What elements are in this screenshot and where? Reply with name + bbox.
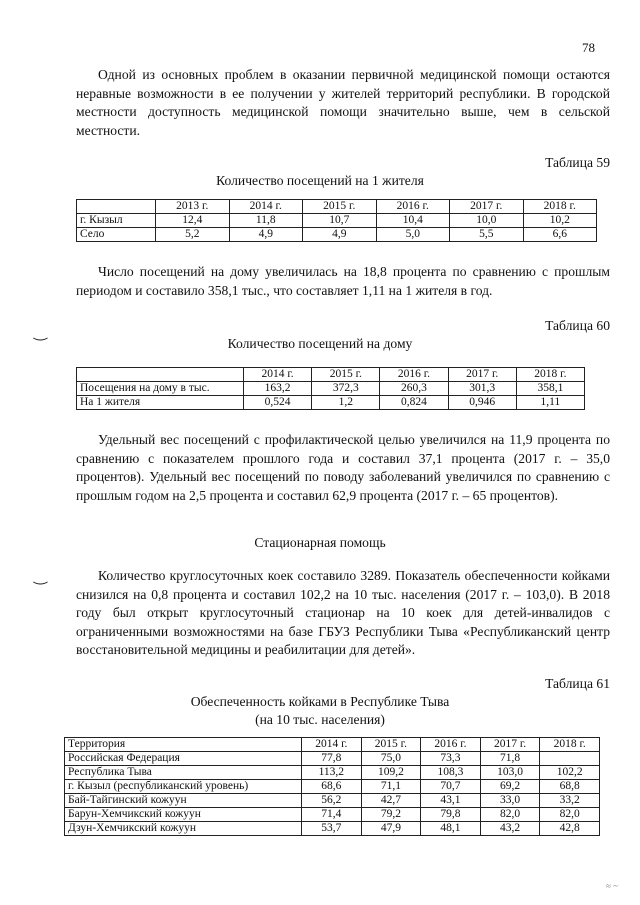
table-header-cell: 2013 г. [156, 200, 230, 214]
table-60-title: Количество посещений на дому [227, 336, 413, 351]
table-header-cell: 2014 г. [302, 738, 362, 752]
table-60 [76, 367, 585, 410]
table-row [77, 396, 585, 410]
table-cell: 82,0 [540, 808, 600, 822]
table-row [65, 752, 600, 766]
table-cell: 10,4 [376, 214, 450, 228]
table-cell: 109,2 [361, 766, 421, 780]
table-cell: 103,0 [480, 766, 540, 780]
table-cell: 0,524 [244, 396, 312, 410]
table-cell: Российская Федерация [65, 752, 302, 766]
table-cell: 47,9 [361, 822, 421, 836]
table-header-cell: 2015 г. [312, 368, 380, 382]
table-cell: 68,6 [302, 780, 362, 794]
table-cell: 10,0 [450, 214, 524, 228]
table-cell: 10,2 [523, 214, 597, 228]
table-cell: 163,2 [244, 382, 312, 396]
table-header-cell: 2018 г. [540, 738, 600, 752]
table-cell: Дзун-Хемчикский кожуун [65, 822, 302, 836]
table-cell: Бай-Тайгинский кожуун [65, 794, 302, 808]
table-cell: 73,3 [421, 752, 481, 766]
table-59 [76, 199, 597, 242]
table-61-label: Таблица 61 [545, 676, 610, 691]
table-cell: 71,1 [361, 780, 421, 794]
table-header-cell [77, 200, 156, 214]
table-61-title: Обеспеченность койками в Республике Тыва [190, 694, 450, 709]
table-cell: 5,5 [450, 228, 524, 242]
table-cell: 79,8 [421, 808, 481, 822]
table-header-cell: 2015 г. [361, 738, 421, 752]
table-cell: 70,7 [421, 780, 481, 794]
table-cell: 33,2 [540, 794, 600, 808]
table-cell: 53,7 [302, 822, 362, 836]
section-heading: Стационарная помощь [254, 535, 386, 550]
table-cell: 68,8 [540, 780, 600, 794]
table-cell: 113,2 [302, 766, 362, 780]
table-cell: 10,7 [303, 214, 377, 228]
table-row [65, 808, 600, 822]
table-cell: 77,8 [302, 752, 362, 766]
table-cell: 5,0 [376, 228, 450, 242]
table-cell: 43,1 [421, 794, 481, 808]
table-header-row [77, 200, 597, 214]
table-61-subtitle: (на 10 тыс. населения) [255, 712, 385, 727]
table-header-cell: 2017 г. [480, 738, 540, 752]
table-cell: 1,2 [312, 396, 380, 410]
table-header-cell: 2017 г. [450, 200, 524, 214]
table-header-row [65, 738, 600, 752]
margin-mark: ‿ [34, 568, 47, 585]
table-header-cell [77, 368, 244, 382]
table-cell: 56,2 [302, 794, 362, 808]
table-header-cell: 2014 г. [244, 368, 312, 382]
paragraph-hospital-beds: Количество круглосуточных коек составило 3289. Показатель обеспеченности койками снизился на 0,8 процента и составил 102,2 на 10 тыс. населения (2017 г. – 103,0). В 2018 году был открыт круглосуточный стационар на 10 коек для детей-инвалидов с ограниченными возможностями на базе ГБУЗ Республики Тыва «Республиканский центр восстановительной медицины и реабилитации для детей». [76, 568, 610, 658]
table-cell: 0,946 [448, 396, 516, 410]
table-cell: 6,6 [523, 228, 597, 242]
table-cell: 11,8 [229, 214, 303, 228]
table-cell: 71,8 [480, 752, 540, 766]
table-row [65, 780, 600, 794]
table-cell: 48,1 [421, 822, 481, 836]
table-row [77, 214, 597, 228]
table-cell [540, 752, 600, 766]
table-cell: 33,0 [480, 794, 540, 808]
table-cell: г. Кызыл [77, 214, 156, 228]
table-cell: 75,0 [361, 752, 421, 766]
paragraph-primary-care: Одной из основных проблем в оказании первичной медицинской помощи остаются неравные возможности в ее получении у жителей территорий республики. В городской местности доступность медицинской помощи значительно выше, чем в сельской местности. [76, 67, 610, 138]
table-cell: 42,8 [540, 822, 600, 836]
corner-mark: ≈ ~ [605, 881, 618, 891]
table-cell: 4,9 [303, 228, 377, 242]
table-cell: 79,2 [361, 808, 421, 822]
table-row [65, 766, 600, 780]
table-header-cell: 2018 г. [523, 200, 597, 214]
table-cell: 42,7 [361, 794, 421, 808]
table-59-title: Количество посещений на 1 жителя [216, 173, 424, 188]
table-cell: 71,4 [302, 808, 362, 822]
table-row [65, 794, 600, 808]
table-header-cell: 2016 г. [421, 738, 481, 752]
paragraph-home-visits: Число посещений на дому увеличилась на 18,8 процента по сравнению с прошлым периодом и составило 358,1 тыс., что составляет 1,11 на 1 жителя в год. [76, 264, 610, 298]
table-cell: 372,3 [312, 382, 380, 396]
table-cell: 1,11 [516, 396, 584, 410]
table-cell: 12,4 [156, 214, 230, 228]
table-60-label: Таблица 60 [545, 318, 610, 333]
table-header-cell: 2018 г. [516, 368, 584, 382]
page-number: 78 [582, 40, 595, 55]
table-row [65, 822, 600, 836]
table-cell: На 1 жителя [77, 396, 244, 410]
table-row [77, 228, 597, 242]
table-cell: 69,2 [480, 780, 540, 794]
table-cell: 82,0 [480, 808, 540, 822]
table-cell: г. Кызыл (республиканский уровень) [65, 780, 302, 794]
table-header-cell: 2017 г. [448, 368, 516, 382]
table-cell: 0,824 [380, 396, 448, 410]
table-cell: Республика Тыва [65, 766, 302, 780]
table-59-label: Таблица 59 [545, 155, 610, 170]
table-header-cell: 2015 г. [303, 200, 377, 214]
table-cell: Село [77, 228, 156, 242]
table-row [77, 382, 585, 396]
margin-mark: ‿ [34, 324, 47, 341]
table-cell: 5,2 [156, 228, 230, 242]
table-cell: 4,9 [229, 228, 303, 242]
table-cell: 43,2 [480, 822, 540, 836]
table-cell: 260,3 [380, 382, 448, 396]
table-cell: Барун-Хемчикский кожуун [65, 808, 302, 822]
table-header-row [77, 368, 585, 382]
paragraph-prevention: Удельный вес посещений с профилактической целью увеличился на 11,9 процента по сравнению с показателем прошлого года и составил 37,1 процента (2017 г. – 35,0 процентов). Удельный вес посещений по поводу заболеваний увеличился по сравнению с прошлым годом на 2,5 процента и составил 62,9 процента (2017 г. – 65 процентов). [76, 432, 610, 503]
table-header-cell: 2014 г. [229, 200, 303, 214]
table-cell: Посещения на дому в тыс. [77, 382, 244, 396]
table-cell: 301,3 [448, 382, 516, 396]
table-header-cell: Территория [65, 738, 302, 752]
table-cell: 358,1 [516, 382, 584, 396]
table-cell: 102,2 [540, 766, 600, 780]
table-header-cell: 2016 г. [376, 200, 450, 214]
table-header-cell: 2016 г. [380, 368, 448, 382]
table-cell: 108,3 [421, 766, 481, 780]
table-61 [64, 737, 600, 836]
